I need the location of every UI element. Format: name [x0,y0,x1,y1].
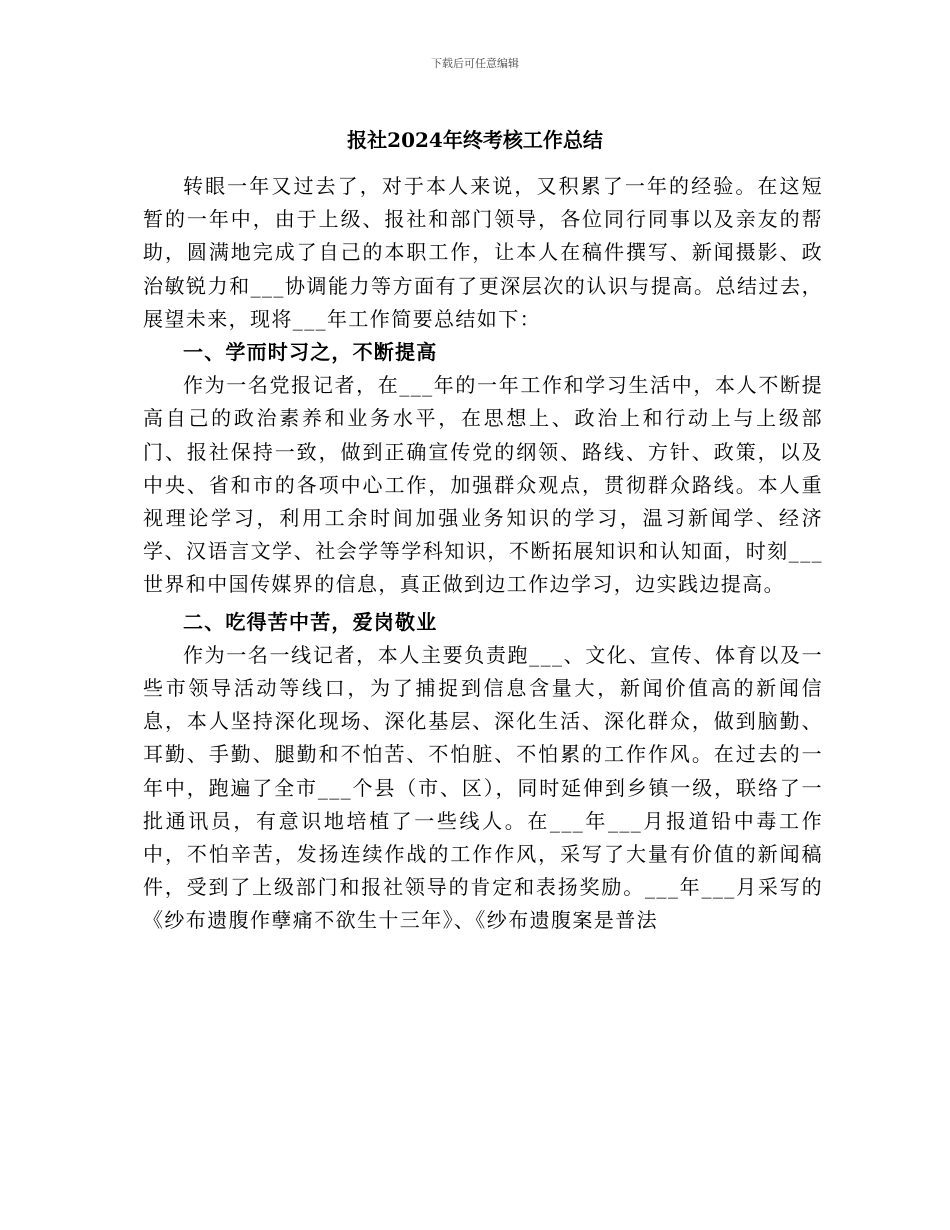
header-note: 下载后可任意编辑 [431,57,519,70]
section-paragraph-2: 作为一名一线记者，本人主要负责跑___、文化、宣传、体育以及一些市领导活动等线口，为了捕捉到信息含量大，新闻价值高的新闻信息，本人坚持深化现场、深化基层、深化生活、深化群众，做到脑勤、耳勤、手勤、腿勤和不怕苦、不怕脏、不怕累的工作作风。在过去的一年中，跑遍了全市___个县（市、区），同时延伸到乡镇一级，联络了一批通讯员，有意识地培植了一些线人。在___年___月报道铅中毒工作中，不怕辛苦，发扬连续作战的工作作风，采写了大量有价值的新闻稿件，受到了上级部门和报社领导的肯定和表扬奖励。___年___月采写的《纱布遗腹作孽痛不欲生十三年》、《纱布遗腹案是普法 [143,642,823,933]
section-paragraph-1: 作为一名党报记者，在___年的一年工作和学习生活中，本人不断提高自己的政治素养和业务水平，在思想上、政治上和行动上与上级部门、报社保持一致，做到正确宣传党的纲领、路线、方针、政策，以及中央、省和市的各项中心工作，加强群众观点，贯彻群众路线。本人重视理论学习，利用工余时间加强业务知识的学习，温习新闻学、经济学、汉语言文学、社会学等学科知识，不断拓展知识和认知面，时刻___世界和中国传媒界的信息，真正做到边工作边学习，边实践边提高。 [143,373,823,597]
section-heading-1: 一、学而时习之，不断提高 [183,340,438,365]
section-heading-2: 二、吃得苦中苦，爱岗敬业 [183,609,438,634]
document-title: 报社2024年终考核工作总结 [347,128,603,152]
document-body [143,170,823,938]
intro-paragraph: 转眼一年又过去了，对于本人来说，又积累了一年的经验。在这短暂的一年中，由于上级、报社和部门领导，各位同行同事以及亲友的帮助，圆满地完成了自己的本职工作，让本人在稿件撰写、新闻摄影、政治敏锐力和___协调能力等方面有了更深层次的认识与提高。总结过去，展望未来，现将___年工作简要总结如下： [143,174,823,331]
